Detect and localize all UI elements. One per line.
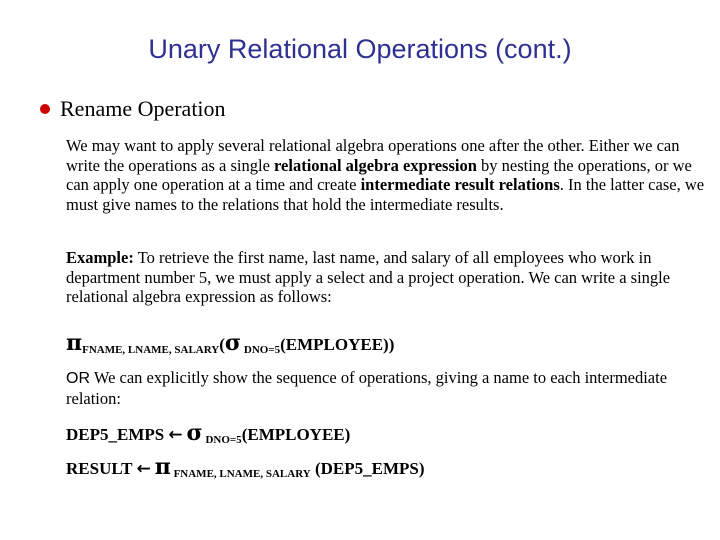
pi-subscript: FNAME, LNAME, SALARY — [82, 344, 220, 356]
paragraph-intro-text-3: . In the latter case, we must give names to the relations that hold the intermediate results. — [66, 175, 705, 214]
sigma-subscript: DNO=5 — [241, 344, 281, 356]
expression-nested — [66, 330, 394, 356]
relation-name: RESULT — [66, 459, 133, 478]
or-text: We can explicitly show the sequence of operations, giving a name to each intermediate relation: — [66, 368, 668, 408]
bullet-heading: Rename Operation — [60, 96, 226, 121]
sigma-symbol: σ — [224, 330, 242, 356]
paragraph-or — [66, 368, 706, 408]
paragraph-intro-text-1: We may want to apply several relational algebra operations one after the other. Either we can write the operations as a single — [66, 136, 680, 175]
paragraph-example — [66, 248, 706, 307]
left-arrow-icon: ← — [136, 459, 151, 479]
expression-dep5-emps — [66, 420, 350, 446]
or-word: OR — [66, 370, 90, 387]
bullet-dot-icon — [40, 104, 50, 114]
example-text: To retrieve the first name, last name, and salary of all employees who work in department number 5, we must apply a select and a project operation. We can write a single relational algebra expression as follows: — [66, 248, 671, 306]
term-relational-algebra-expression: relational algebra expression — [274, 155, 477, 175]
example-label: Example: — [66, 248, 134, 267]
relation-name: DEP5_EMPS — [66, 425, 165, 444]
paragraph-intro — [66, 136, 706, 214]
left-arrow-icon: ← — [168, 425, 183, 445]
pi-subscript: FNAME, LNAME, SALARY — [170, 468, 311, 480]
expression-rest: (EMPLOYEE)) — [280, 335, 395, 354]
expression-result — [66, 454, 425, 480]
bullet-rename-operation — [40, 96, 226, 122]
paragraph-intro-text-2: by nesting the operations, or we can apply one operation at a time and create — [66, 155, 692, 194]
expression-rest: (EMPLOYEE) — [241, 425, 351, 444]
open-paren: ( — [219, 335, 225, 354]
term-intermediate-result-relations: intermediate result relations — [360, 175, 560, 194]
expression-rest: (DEP5_EMPS) — [310, 459, 425, 478]
pi-symbol: π — [66, 330, 83, 356]
slide-title: Unary Relational Operations (cont.) — [148, 34, 572, 64]
pi-symbol: π — [154, 454, 171, 480]
sigma-symbol: σ — [186, 420, 203, 446]
sigma-subscript: DNO=5 — [202, 434, 242, 446]
